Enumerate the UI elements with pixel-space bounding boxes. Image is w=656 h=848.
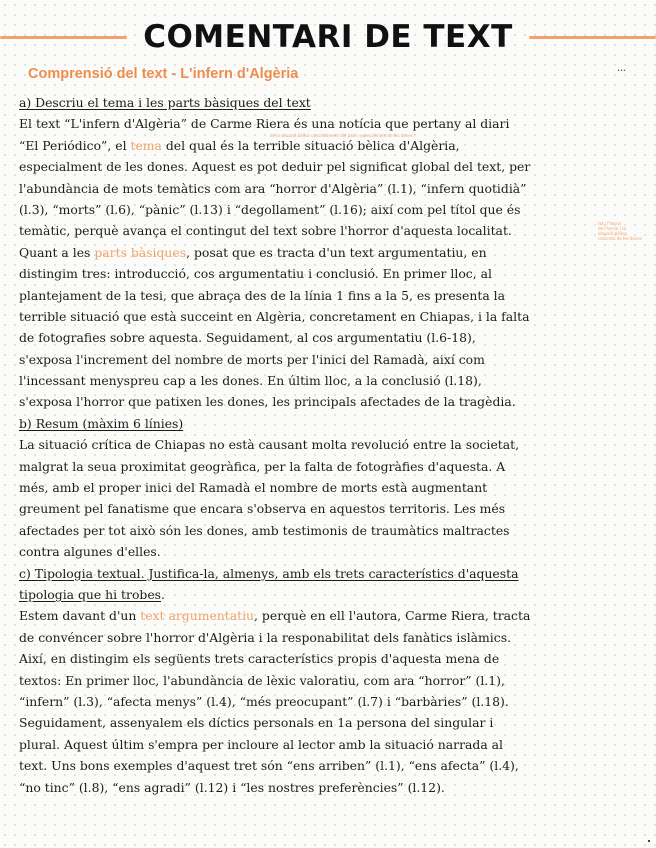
text-segment: especialment de les dones. Aquest es pot deduir pel significat global del text, per	[19, 159, 531, 175]
title-decoration-right	[529, 36, 656, 39]
text-line	[19, 391, 633, 412]
section-a-answer	[19, 113, 633, 412]
title-decoration-left	[0, 36, 127, 39]
text-line	[19, 456, 633, 477]
text-line	[19, 712, 633, 733]
section-c-answer	[19, 605, 633, 798]
text-line	[19, 434, 633, 455]
text-segment: malgrat la seua proximitat geogràfica, per la falta de fotogràfies d'aquesta. A	[19, 458, 506, 474]
text-segment: del qual és la terrible situació bèlica d'Algèria,	[161, 137, 460, 153]
section-b-answer	[19, 434, 633, 562]
section-b-question	[19, 413, 633, 434]
text-segment: afectades per tot això són les dones, amb testimonis de traumàtics maltractes	[19, 522, 510, 538]
section-c-question-end: .	[161, 586, 165, 602]
title-row	[0, 14, 656, 60]
text-line	[19, 306, 633, 327]
text-segment: l'incessant menyspreu cap a les dones. En últim lloc, a la conclusió (l.18),	[19, 373, 482, 389]
text-line	[19, 477, 633, 498]
text-segment: s'exposa l'horror que patixen les dones, les principals afectades de la tragèdia.	[19, 394, 516, 410]
margin-annotation-3: situació bèlica	[598, 231, 627, 236]
text-line	[19, 691, 633, 712]
text-line	[19, 520, 633, 541]
text-segment: , perquè en ell l'autora, Carme Riera, tracta	[254, 608, 531, 624]
text-line	[19, 242, 633, 263]
text-line	[19, 648, 633, 669]
text-line	[19, 777, 633, 798]
text-segment: temàtic, perquè avança el contingut del text sobre l'horror d'aquesta localitat.	[19, 223, 512, 239]
text-segment: La situació crítica de Chiapas no està causant molta revolució entre la societat,	[19, 437, 520, 453]
text-segment: l'abundància de mots temàtics com ara “horror d'Algèria” (l.1), “infern quotidià”	[19, 180, 527, 196]
text-line	[19, 498, 633, 519]
text-segment: textos: En primer lloc, l'abundància de lèxic valoratiu, com ara “horror” (l.1),	[19, 672, 505, 688]
margin-annotation-1: tot i l'horror	[598, 221, 622, 226]
section-b-question-text: b) Resum (màxim 6 línies)	[19, 415, 184, 431]
section-c-question-text-1: c) Tipologia textual. Justifica-la, almenys, amb els trets característics d'aquesta	[19, 565, 519, 581]
text-line	[19, 627, 633, 648]
text-line	[19, 220, 633, 241]
text-segment: més, amb el proper inici del Ramadà el nombre de morts està augmentant	[19, 480, 488, 496]
text-segment: text. Uns bons exemples d'aquest tret són “ens arriben” (l.1), “ens afecta” (l.4),	[19, 758, 519, 774]
text-segment: Seguidament, assenyalem els díctics personals en 1a persona del singular i	[19, 715, 494, 731]
text-segment: “infern” (l.3), “afecta menys” (l.4), “més preocupant” (l.7) i “barbàries” (l.18).	[19, 693, 509, 709]
text-segment: Quant a les	[19, 244, 95, 260]
text-segment: Així, en distingim els següents trets característics propis d'aquesta mena de	[19, 651, 500, 667]
page-title: COMENTARI DE TEXT	[143, 19, 513, 55]
highlighted-term: text argumentatiu	[140, 608, 255, 624]
text-line	[19, 135, 633, 156]
text-line	[19, 734, 633, 755]
section-c-question-line-2	[19, 584, 633, 605]
text-segment: greument pel fanatisme que encara s'observa en aquestos territoris. Les més	[19, 501, 506, 517]
text-line	[19, 156, 633, 177]
page-marker	[648, 840, 650, 842]
text-segment: de convéncer sobre l'horror d'Algèria i la responabilitat dels fanàtics islàmics.	[19, 629, 512, 645]
text-line	[19, 370, 633, 391]
text-line	[19, 178, 633, 199]
text-segment: “no tinc” (l.8), “ens agradi” (l.12) i “les nostres preferències” (l.12).	[19, 779, 445, 795]
margin-annotation-4: concreta de les dones	[598, 236, 642, 241]
text-line	[19, 755, 633, 776]
text-segment: plantejament de la tesi, que abraça des de la línia 1 fins a la 5, es presenta la	[19, 287, 505, 303]
text-line	[19, 605, 633, 626]
text-segment: s'exposa l'increment del nombre de morts per l'inici del Ramadà, així com	[19, 351, 485, 367]
text-segment: de fotografies sobre aquesta. Seguidament, al cos argumentatiu (l.6-18),	[19, 330, 476, 346]
section-a-question	[19, 92, 633, 113]
text-segment: terrible situació que està succeint en Algèria, concretament en Chiapas, i la falta	[19, 308, 530, 324]
margin-annotation-2: de l'horror i la	[598, 226, 626, 231]
document-body	[19, 92, 633, 798]
section-a-question-text: a) Descriu el tema i les parts bàsiques del text	[19, 95, 311, 110]
text-line	[19, 285, 633, 306]
text-segment: , posat que es tracta d'un text argumentatiu, en	[186, 244, 487, 260]
text-segment: Estem davant d'un	[19, 608, 141, 624]
highlighted-term: parts bàsiques	[94, 244, 187, 260]
page-subtitle: Comprensió del text - L'infern d'Algèria	[28, 66, 299, 82]
section-c-question-line-1	[19, 563, 633, 584]
corner-mark: •••	[617, 68, 626, 74]
text-line	[19, 327, 633, 348]
text-line	[19, 670, 633, 691]
text-segment: “El Periódico”, el	[19, 137, 131, 153]
text-segment: (l.3), “morts” (l.6), “pànic” (l.13) i “degollament” (l.16); així com pel títol que és	[19, 201, 521, 217]
highlighted-term: tema	[130, 137, 162, 153]
text-line	[19, 263, 633, 284]
tema-annotation: de la situació bèlica concretament del país i especialment de les dones	[270, 133, 413, 138]
section-c-question-text-2: tipologia que hi trobes	[19, 586, 162, 602]
text-segment: contra algunes d'elles.	[19, 544, 161, 560]
text-segment: El text “L'infern d'Algèria” de Carme Riera és una notícia que pertany al diari	[19, 116, 510, 132]
text-line	[19, 541, 633, 562]
text-line	[19, 199, 633, 220]
text-line	[19, 113, 633, 134]
text-segment: distingim tres: introducció, cos argumentatiu i conclusió. En primer lloc, al	[19, 266, 492, 282]
text-segment: plural. Aquest últim s'empra per incloure al lector amb la situació narrada al	[19, 736, 503, 752]
text-line	[19, 349, 633, 370]
